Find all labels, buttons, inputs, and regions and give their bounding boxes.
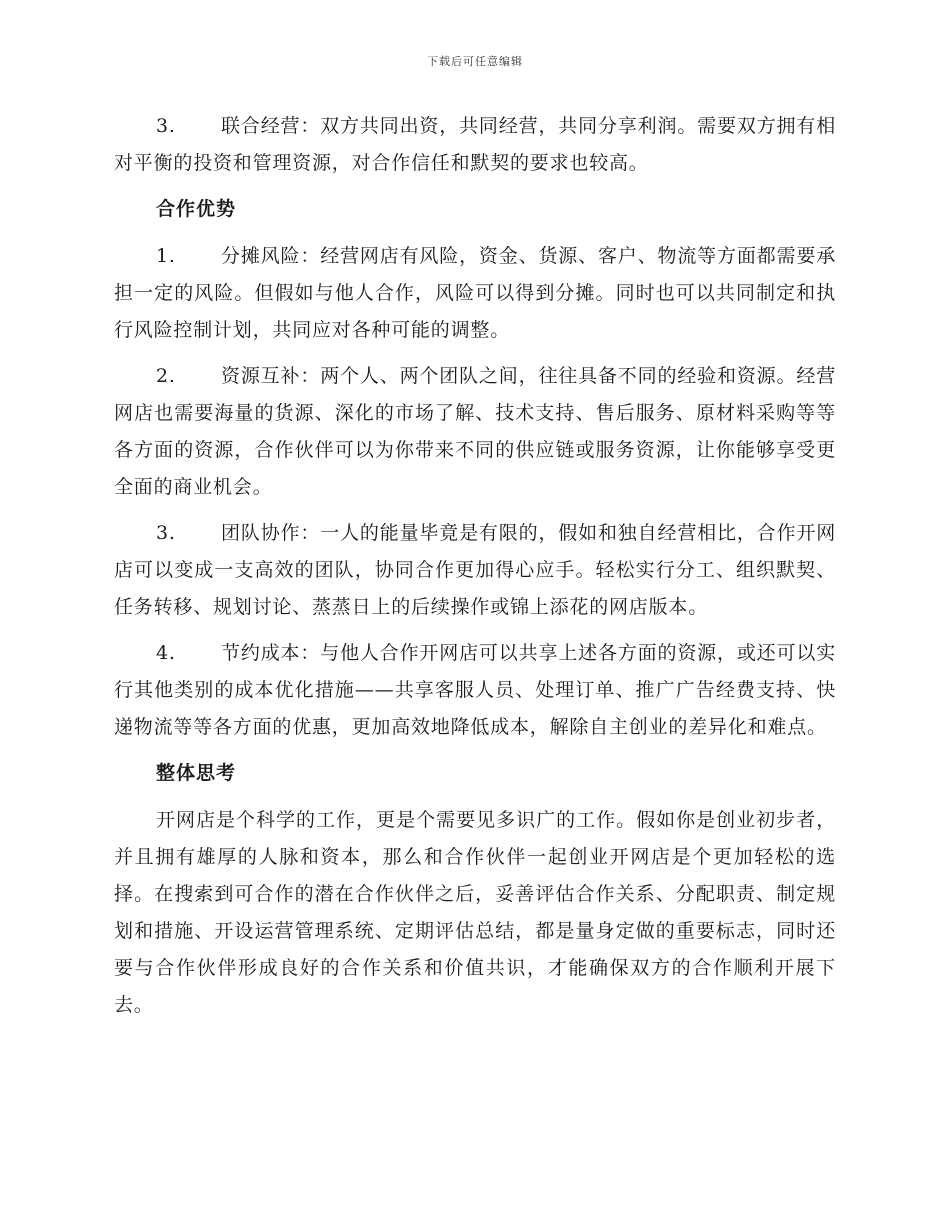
- list-item-text: 联合经营：双方共同出资，共同经营，共同分享利润。需要双方拥有相对平衡的投资和管理资源，对合作信任和默契的要求也较高。: [114, 115, 836, 174]
- list-item-cost-saving: [114, 635, 836, 746]
- list-number: 4.: [156, 642, 176, 664]
- list-item-joint-operation: [114, 108, 836, 182]
- list-item-resource-complement: [114, 358, 836, 506]
- list-item-text: 资源互补：两个人、两个团队之间，往往具备不同的经验和资源。经营网店也需要海量的货源、深化的市场了解、技术支持、售后服务、原材料采购等等各方面的资源，合作伙伴可以为你带来不同的供应链或服务资源，让你能够享受更全面的商业机会。: [114, 365, 836, 498]
- list-number: 3.: [156, 115, 176, 137]
- list-number: 1.: [156, 245, 176, 267]
- list-item-text: 团队协作：一人的能量毕竟是有限的，假如和独自经营相比，合作开网店可以变成一支高效的团队，协同合作更加得心应手。轻松实行分工、组织默契、任务转移、规划讨论、蒸蒸日上的后续操作或锦上添花的网店版本。: [114, 522, 836, 618]
- list-item-share-risk: [114, 238, 836, 349]
- list-item-team-collaboration: [114, 515, 836, 626]
- document-body: [114, 108, 836, 1033]
- list-item-text: 分摊风险：经营网店有风险，资金、货源、客户、物流等方面都需要承担一定的风险。但假如与他人合作，风险可以得到分摊。同时也可以共同制定和执行风险控制计划，共同应对各种可能的调整。: [114, 245, 836, 341]
- list-number: 2.: [156, 365, 176, 387]
- body-paragraph: 开网店是个科学的工作，更是个需要见多识广的工作。假如你是创业初步者，并且拥有雄厚的人脉和资本，那么和合作伙伴一起创业开网店是个更加轻松的选择。在搜索到可合作的潜在合作伙伴之后，妥善评估合作关系、分配职责、制定规划和措施、开设运营管理系统、定期评估总结，都是量身定做的重要标志，同时还要与合作伙伴形成良好的合作关系和价值共识，才能确保双方的合作顺利开展下去。: [114, 809, 836, 1016]
- list-item-text: 节约成本：与他人合作开网店可以共享上述各方面的资源，或还可以实行其他类别的成本优化措施——共享客服人员、处理订单、推广广告经费支持、快递物流等等各方面的优惠，更加高效地降低成本，解除自主创业的差异化和难点。: [114, 642, 836, 738]
- page-header: 下载后可任意编辑: [427, 55, 523, 68]
- section-heading-advantages: 合作优势: [156, 198, 237, 220]
- section-heading-overall-thinking: 整体思考: [156, 762, 237, 784]
- list-number: 3.: [156, 522, 176, 544]
